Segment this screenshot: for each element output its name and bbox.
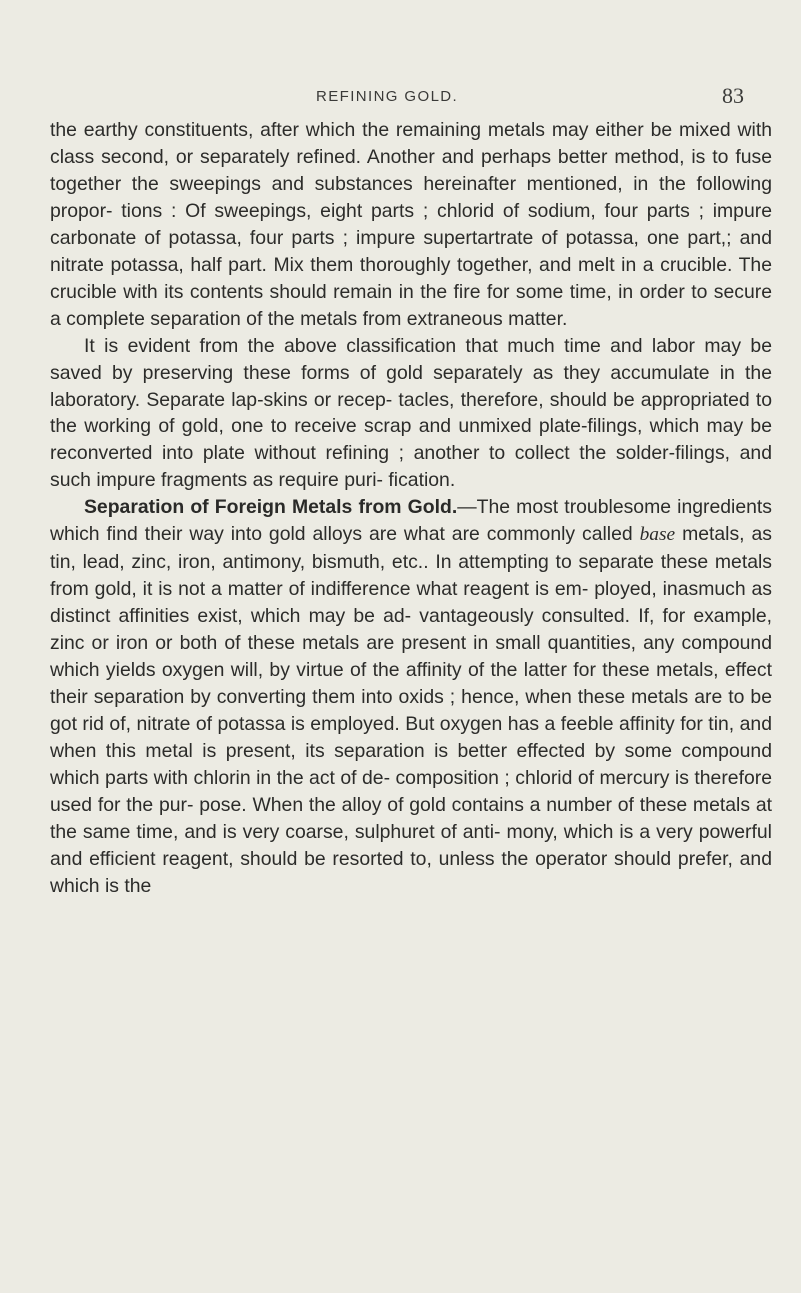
body-text: [50, 117, 772, 900]
italic-term: base: [639, 524, 676, 546]
paragraph: [50, 494, 772, 899]
paragraph: the earthy constituents, after which the remaining metals may either be mixed with class second, or separately refined. Another and perhaps better method, is to fuse together the sweepings and substances hereinafter mentioned, in the following propor- tions : Of sweepings, eight parts ; chlorid of sodium, four parts ; impure carbonate of potassa, four parts ; impure supertartrate of potassa, one part,; and nitrate potassa, half part. Mix them thoroughly together, and melt in a crucible. The crucible with its contents should remain in the fire for some time, in order to secure a complete separation of the metals from extraneous matter.: [50, 119, 772, 330]
paragraph-text: —The most troublesome ingredients which find their way into gold alloys are what are commonly called: [50, 496, 773, 546]
running-head: [0, 83, 801, 110]
paragraph: It is evident from the above classification that much time and labor may be saved by preserving these forms of gold separately as they accumulate in the laboratory. Separate lap-skins or recep- tacles, therefore, should be appropriated to the working of gold, one to receive scrap and unmixed plate-filings, which may be reconverted into plate without refining ; another to collect the solder-filings, and such impure fragments as require puri- fication.: [50, 334, 772, 492]
running-title: REFINING GOLD.: [316, 88, 459, 105]
page-number: 83: [722, 83, 744, 108]
section-heading: Separation of Foreign Metals from Gold.: [84, 496, 458, 519]
paragraph-text: metals, as tin, lead, zinc, iron, antimony, bismuth, etc.. In attempting to separate these metals from gold, it is not a matter of indifference what reagent is em- ployed, inasmuch as distinct affinities exist, which may be ad- vantageously consulted. If, for example, zinc or iron or both of these metals are present in small quantities, any compound which yields oxygen will, by virtue of the affinity of the latter for these metals, effect their separation by converting them into oxids ; hence, when these metals are to be got rid of, nitrate of potassa is employed. But oxygen has a feeble affinity for tin, and when this metal is present, its separation is better effected by some compound which parts with chlorin in the act of de- composition ; chlorid of mercury is therefore used for the pur- pose. When the alloy of gold contains a number of these metals at the same time, and is very coarse, sulphuret of anti- mony, which is a very powerful and efficient reagent, should be resorted to, unless the operator should prefer, and which is the: [50, 523, 772, 897]
